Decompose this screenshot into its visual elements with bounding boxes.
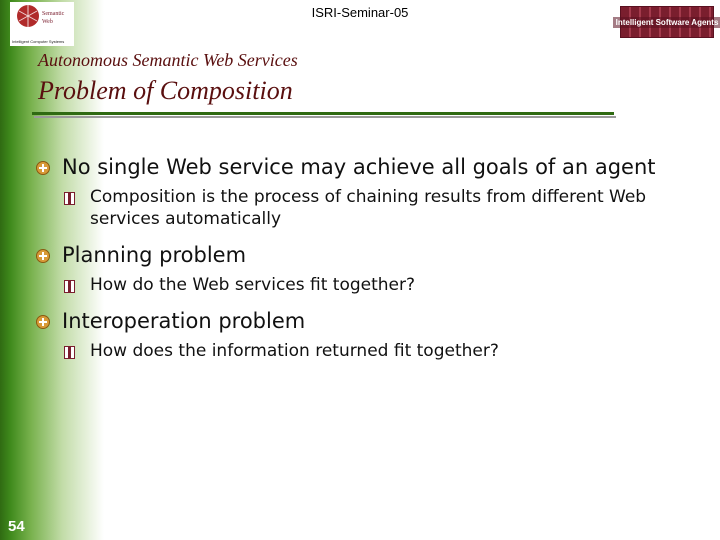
slide-title: Problem of Composition	[38, 76, 293, 105]
bullet-text: Planning problem	[62, 243, 247, 267]
bullet-list	[36, 154, 696, 374]
logo-line-1: Semantic	[42, 11, 65, 17]
sub-bullet-item	[58, 274, 696, 296]
semantic-web-logo	[10, 2, 74, 46]
sub-bullet-item	[58, 186, 696, 230]
title-underline-shadow	[34, 116, 616, 118]
bullet-item	[36, 308, 696, 334]
title-underline	[32, 112, 614, 115]
logo-caption: Intelligent Computer Systems	[12, 39, 65, 44]
sub-bullet-text: How do the Web services fit together?	[90, 275, 416, 295]
sub-bullet-icon	[64, 280, 75, 293]
sub-bullet-item	[58, 340, 696, 362]
page-number: 54	[8, 518, 25, 535]
bullet-icon	[36, 161, 50, 175]
logo-line-2: Web	[42, 19, 53, 25]
sub-bullet-text: How does the information returned fit together?	[90, 341, 499, 361]
sub-bullet-text: Composition is the process of chaining results from different Web services automatically	[90, 187, 647, 229]
intelligent-software-agents-logo	[615, 6, 719, 38]
sub-bullet-icon	[64, 346, 75, 359]
bullet-item	[36, 154, 696, 180]
logo-right-text: Intelligent Software Agents	[613, 17, 720, 28]
slide-subtitle: Autonomous Semantic Web Services	[38, 50, 298, 70]
sub-bullet-icon	[64, 192, 75, 205]
header-text: ISRI-Seminar-05	[311, 5, 409, 20]
bullet-item	[36, 242, 696, 268]
bullet-icon	[36, 249, 50, 263]
bullet-icon	[36, 315, 50, 329]
bullet-text: Interoperation problem	[62, 309, 306, 333]
bullet-text: No single Web service may achieve all goals of an agent	[62, 155, 656, 179]
